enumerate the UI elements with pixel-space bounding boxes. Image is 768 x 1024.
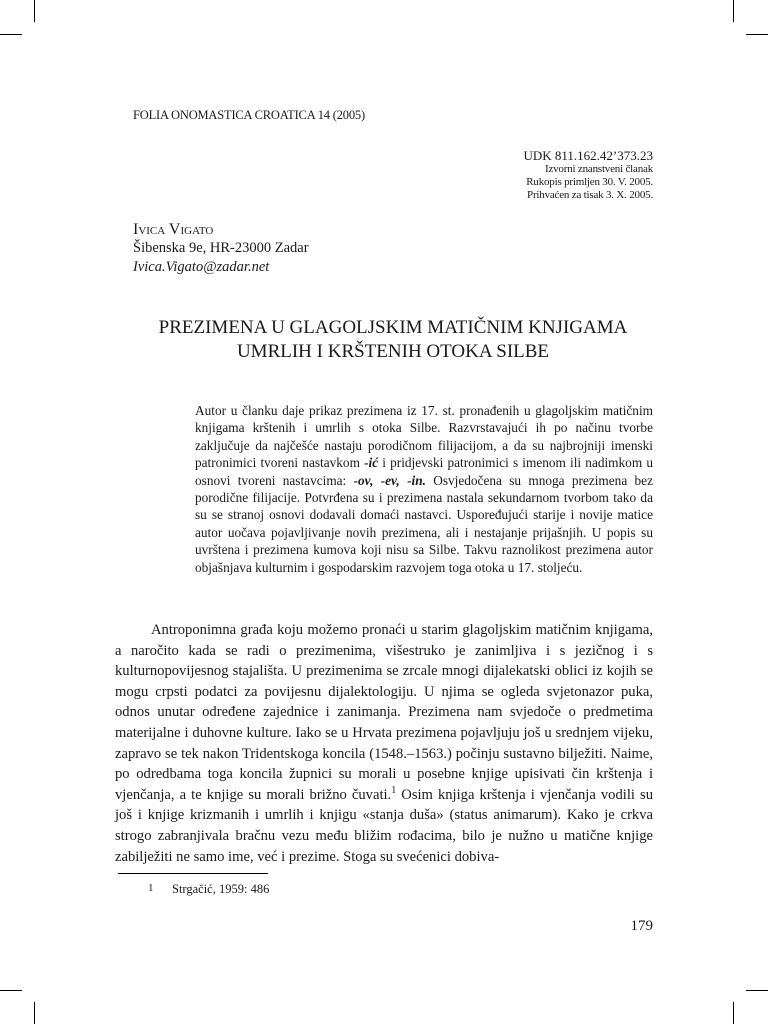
accepted-date: Prihvaćen za tisak 3. X. 2005. — [527, 189, 653, 201]
udk-code: UDK 811.162.42’373.23 — [523, 148, 653, 163]
paragraph — [115, 620, 653, 867]
author-email[interactable]: Ivica.Vigato@zadar.net — [133, 259, 270, 275]
footnote-divider — [118, 873, 268, 874]
abstract-suffix: -ov, -ev, -in. — [353, 472, 426, 488]
article-title — [133, 316, 653, 364]
author-address: Šibenska 9e, HR-23000 Zadar — [133, 240, 309, 256]
paragraph-text: Antroponimna građa koju možemo pronaći u starim glagoljskim matičnim knjigama, a naročito kada se radi o prezimenima, višestruko je zanimljiva i s jezičnog i s kulturnopovijesnog stajališta. U prezimenima se zrcale mnogi dijalekatski oblici iz kojih se mogu crpsti podatci za povijesnu dijalektologiju. U njima se ogleda svjetonazor puka, odnos unutar određene zajednice i zanimanja. Prezimena nam svjedoče o predmetima materijalne i duhovne kulture. Iako se u Hrvata prezimena pojavljuju još u srednjem vijeku, zapravo se tek nakon Tridentskoga koncila (1548.–1563.) počinju sustavno bilježiti. Naime, po odredbama toga koncila župnici su morali u posebne knjige upisivati čin krštenja i vjenčanja, a te knjige su morali brižno čuvati. — [115, 622, 653, 803]
crop-mark — [0, 34, 22, 35]
crop-mark — [733, 1002, 734, 1024]
title-line-2: UMRLIH I KRŠTENIH OTOKA SILBE — [236, 341, 550, 362]
footnote-number: 1 — [148, 882, 154, 894]
footnote-ref[interactable]: 1 — [391, 784, 397, 796]
abstract-text: Autor u članku daje prikaz prezimena iz 17. st. pronađenih u glagoljskim matičnim knjigama krštenih i umrlih s otoka Silbe. Razvrstavajući ih po načinu tvorbe zaključuje da najčešće nastaju porodičnom filijacijom, a da su najbrojniji imenski patronimici tvoreni nastavkom — [195, 403, 653, 471]
abstract-suffix: -ić — [364, 455, 379, 471]
paragraph-text: Osim knjiga krštenja i vjenčanja vodili su još i knjige krizmanih i umrlih i knjigu «stanja duša» (status animarum). Kako je crkva strogo zabranjivala bračnu vezu među bližim rođacima, bilo je nužno u matične knjige zabilježiti ne samo ime, već i prezime. Stoga su svećenici dobiva- — [115, 786, 653, 865]
footnote — [148, 882, 269, 897]
title-line-1: PREZIMENA U GLAGOLJSKIM MATIČNIM KNJIGAMA — [158, 317, 628, 338]
footnote-text: Strgačić, 1959: 486 — [172, 882, 270, 896]
article-type: Izvorni znanstveni članak — [544, 163, 653, 175]
abstract-text: Osvjedočena su mnoga prezimena bez porodične filijacije. Potvrđena su i prezimena nastala sekundarnom tvorbom tako da su se stranoj osnovi dodavali domaći nastavci. Uspoređujući starije i novije matice autor uočava pojavljivanje novih prezimena, ali i nestajanje prijašnjih. U popis su uvrštena i prezimena kumova koji nisu sa Silbe. Takvu raznolikost prezimena autor objašnjava kulturnim i gospodarskim razvojem toga otoka u 17. stoljeću. — [195, 472, 653, 575]
author-block — [133, 220, 309, 277]
crop-mark — [0, 990, 22, 991]
crop-mark — [746, 34, 768, 35]
body-text — [115, 620, 653, 867]
crop-mark — [746, 990, 768, 991]
article-meta — [523, 148, 653, 202]
page-number: 179 — [630, 918, 653, 934]
received-date: Rukopis primljen 30. V. 2005. — [526, 176, 653, 188]
journal-header: FOLIA ONOMASTICA CROATICA 14 (2005) — [133, 108, 365, 122]
crop-mark — [34, 0, 35, 22]
crop-mark — [34, 1002, 35, 1024]
author-name: Ivica Vigato — [133, 221, 214, 238]
abstract-text: i pridjevski patronimici s imenom ili nadimkom u osnovi tvoreni nastavcima: — [195, 455, 653, 488]
crop-mark — [733, 0, 734, 22]
abstract — [195, 402, 653, 576]
